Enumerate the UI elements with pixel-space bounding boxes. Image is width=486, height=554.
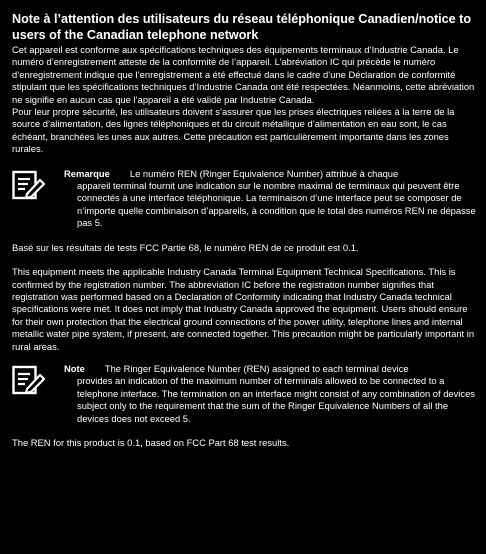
french-ren-statement: Basé sur les résultats de tests FCC Partie 68, le numéro REN de ce produit est 0.1. [12,241,359,253]
french-paragraph-safety: Pour leur propre sécurité, les utilisateurs doivent s’assurer que les prises électriques reliées à la terre de la source d’alimentation, des lignes téléphoniques et du circuit métallique d’alimentation en eau sont, le cas échéant, branchées les unes aux autres. Cette précaution est particulièrement importante dans les zones rurales. [12,106,455,155]
french-note [12,168,476,230]
english-note-label: Note [64,362,85,374]
note-icon [12,365,46,395]
english-note [12,363,476,425]
page-title: Note à l’attention des utilisateurs du réseau téléphonique Canadien/notice to users of the Canadian telephone network [12,12,472,42]
english-paragraph: This equipment meets the applicable Industry Canada Terminal Equipment Technical Specifications. This is confirmed by the registration number. The abbreviation IC before the registration number signifies that registration was performed based on a Declaration of Conformity indicating that Industry Canada technical specifications were met. It does not imply that Industry Canada approved the equipment. Users should ensure for their own protection that the electrical ground connections of the power utility, telephone lines and internal metallic water pipe system, if present, are connected together. This precaution might be particularly important in rural areas. [12,266,475,352]
english-note-text: provides an indication of the maximum number of terminals allowed to be connected to a telephone interface. The termination on an interface might consist of any combination of devices subject only to the requirement that the sum of the Ringer Equivalence Numbers of all the devices does not exceed 5. [77,375,475,424]
french-paragraph-conformity: Cet appareil est conforme aux spécifications techniques des équipements terminaux d’Industrie Canada. Le numéro d’enregistrement atteste de la conformité de l’appareil. L’abréviation IC qui précède le numéro d’enregistrement indique que l’enregistrement a été effectué dans le cadre d’une Déclaration de conformité stipulant que les spécifications techniques d’Industrie Canada ont été respectées. Néanmoins, cette abréviation ne signifie en aucun cas que l’appareil a été validé par Industrie Canada. [12,44,475,105]
french-note-first-line: Le numéro REN (Ringer Equivalence Number) attribué à chaque [129,167,399,179]
french-note-label: Remarque [64,167,110,179]
french-note-text: appareil terminal fournit une indication sur le nombre maximal de terminaux qui peuvent être connectés à une interface téléphonique. La terminaison d’une interface peut se composer de n’importe quelle combinaison d’appareils, à condition que le total des numéros REN ne dépasse pas 5. [77,180,476,229]
english-note-first-line: The Ringer Equivalence Number (REN) assigned to each terminal device [104,362,409,374]
document-page [12,12,476,449]
note-icon [12,170,46,200]
english-ren-statement: The REN for this product is 0.1, based on FCC Part 68 test results. [12,436,290,448]
